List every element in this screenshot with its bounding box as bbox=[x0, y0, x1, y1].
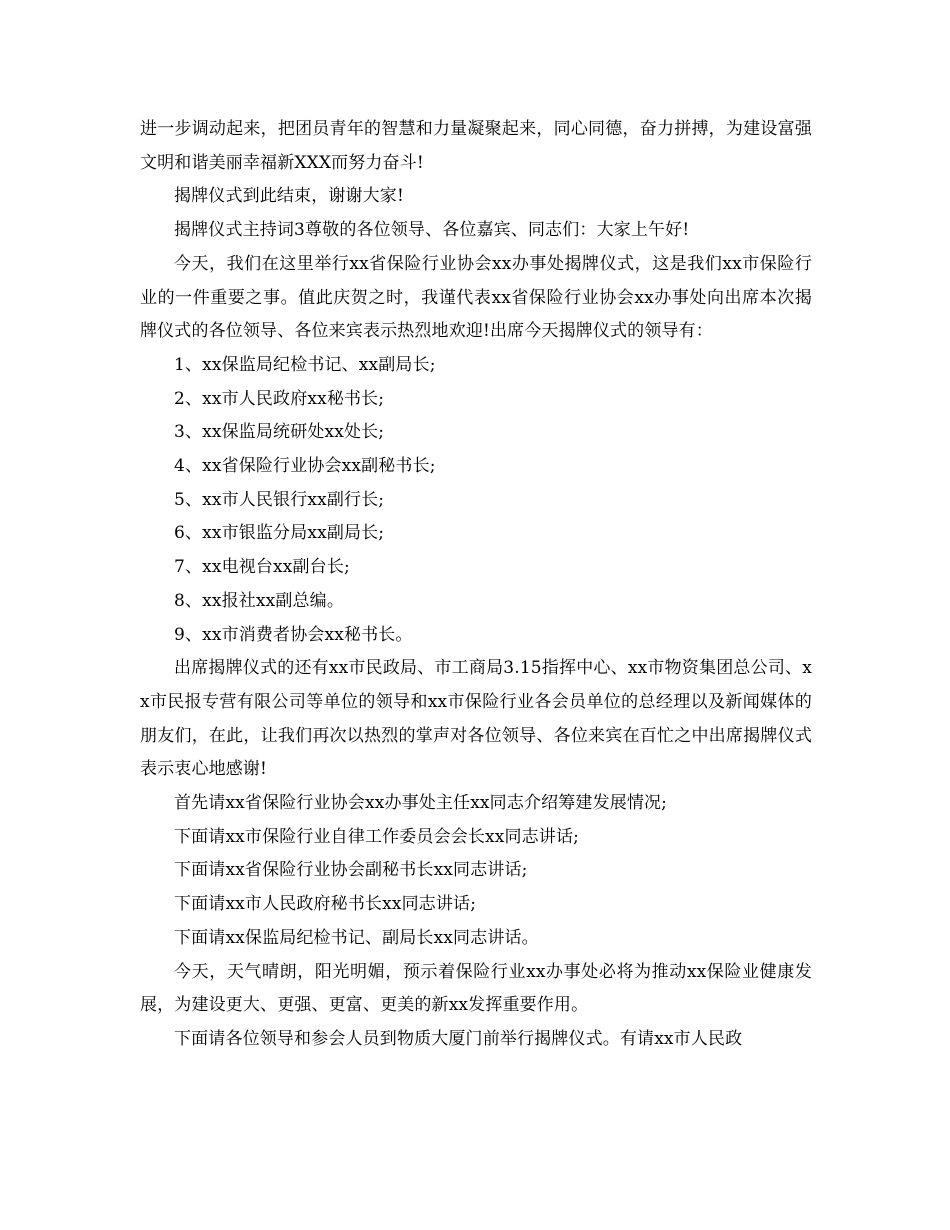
paragraph-attendees: 出席揭牌仪式的还有xx市民政局、市工商局3.15指挥中心、xx市物资集团总公司、xx市民报专营有限公司等单位的领导和xx市保险行业各会员单位的总经理以及新闻媒体的朋友们，在此，让我们再次以热烈的掌声对各位领导、各位来宾在百忙之中出席揭牌仪式表示衷心地感谢! bbox=[140, 658, 812, 780]
paragraph-speech-heading: 揭牌仪式主持词3尊敬的各位领导、各位嘉宾、同志们：大家上午好! bbox=[174, 220, 690, 241]
speaker-intro: 下面请xx市人民政府秘书长xx同志讲话; bbox=[174, 894, 477, 915]
leader-list-item: 9、xx市消费者协会xx秘书长。 bbox=[174, 624, 413, 645]
paragraph-continuation: 进一步调动起来，把团员青年的智慧和力量凝聚起来，同心同德，奋力拼搏，为建设富强文明和谐美丽幸福新XXX而努力奋斗! bbox=[140, 119, 812, 173]
leader-list-item: 3、xx保监局统研处xx处长; bbox=[174, 422, 385, 443]
speaker-intro: 下面请xx省保险行业协会副秘书长xx同志讲话; bbox=[174, 860, 528, 881]
leader-list-item: 4、xx省保险行业协会xx副秘书长; bbox=[174, 456, 436, 477]
paragraph-closing: 揭牌仪式到此结束，谢谢大家! bbox=[174, 186, 404, 207]
speaker-intro: 下面请xx市保险行业自律工作委员会会长xx同志讲话; bbox=[174, 826, 579, 847]
leader-list-item: 5、xx市人民银行xx副行长; bbox=[174, 489, 385, 510]
leader-list-item: 2、xx市人民政府xx秘书长; bbox=[174, 388, 385, 409]
leader-list-item: 7、xx电视台xx副台长; bbox=[174, 557, 350, 578]
leader-list-item: 6、xx市银监分局xx副局长; bbox=[174, 523, 385, 544]
document-body bbox=[140, 113, 812, 1057]
paragraph-ceremony-invite: 下面请各位领导和参会人员到物质大厦门前举行揭牌仪式。有请xx市人民政 bbox=[174, 1028, 743, 1049]
leader-list-item: 1、xx保监局纪检书记、xx副局长; bbox=[174, 354, 436, 375]
leader-list-item: 8、xx报社xx副总编。 bbox=[174, 590, 344, 611]
paragraph-opening: 今天，我们在这里举行xx省保险行业协会xx办事处揭牌仪式，这是我们xx市保险行业的一件重要之事。值此庆贺之时，我谨代表xx省保险行业协会xx办事处向出席本次揭牌仪式的各位领导、各位来宾表示热烈地欢迎!出席今天揭牌仪式的领导有： bbox=[140, 253, 812, 342]
speaker-intro: 首先请xx省保险行业协会xx办事处主任xx同志介绍筹建发展情况; bbox=[174, 793, 668, 814]
speaker-intro: 下面请xx保监局纪检书记、副局长xx同志讲话。 bbox=[174, 927, 539, 948]
paragraph-weather: 今天，天气晴朗，阳光明媚，预示着保险行业xx办事处必将为推动xx保险业健康发展，为建设更大、更强、更富、更美的新xx发挥重要作用。 bbox=[140, 961, 812, 1016]
